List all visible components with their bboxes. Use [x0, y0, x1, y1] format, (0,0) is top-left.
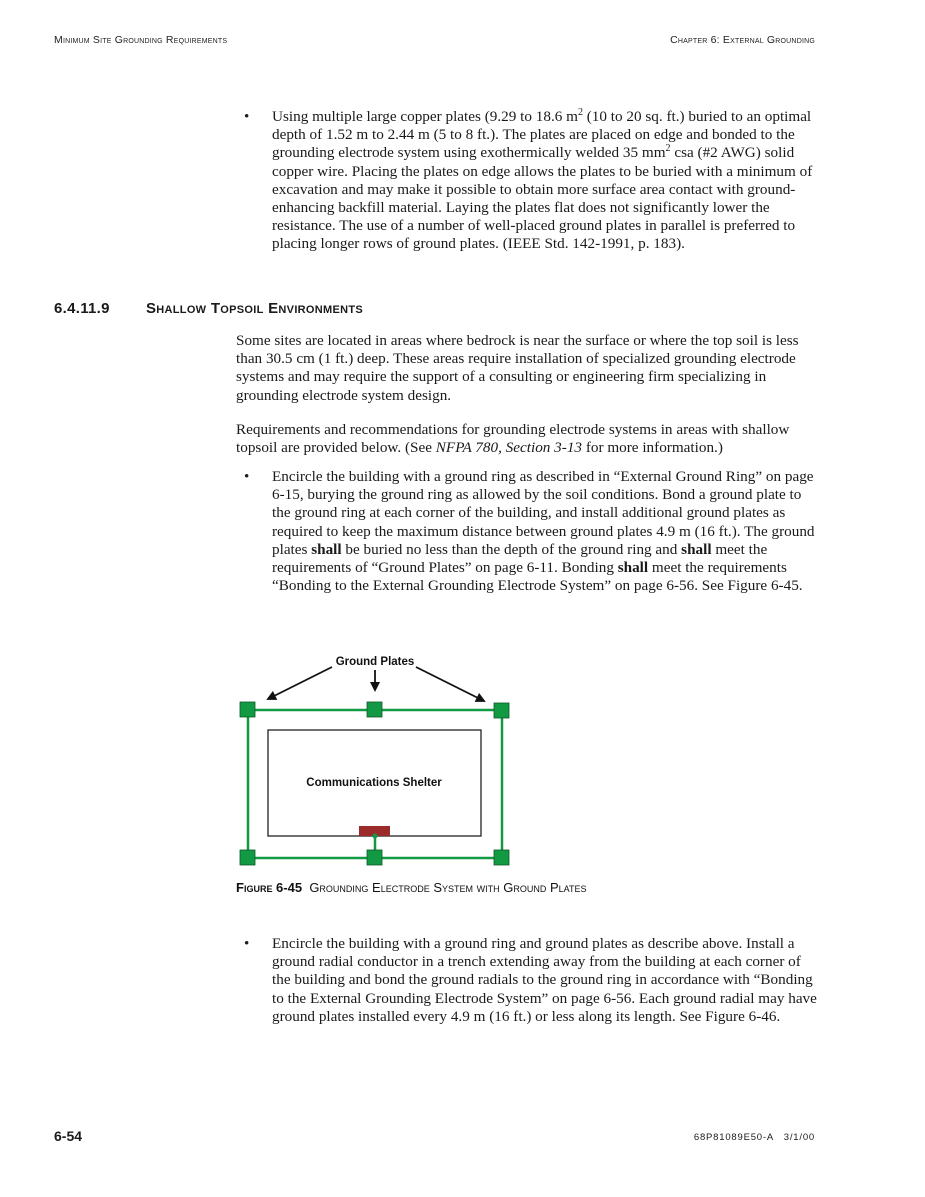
caption-label: Figure 6-45: [236, 880, 303, 895]
bullet2-shall-2: shall: [681, 540, 712, 558]
bullet-text-copper-plates: [272, 108, 817, 254]
bullet2-part-b: be buried no less than the depth of the ground ring and: [341, 540, 682, 558]
bullet2-part-c: meet the requirements of “Ground Plates” on page 6-11. Bonding: [272, 540, 768, 577]
arrow-right: [416, 667, 484, 701]
section-heading: [54, 300, 363, 317]
caption-text: Grounding Electrode System with Ground Plates: [309, 880, 587, 895]
running-header-right: [670, 34, 815, 46]
bullet2-shall-1: shall: [311, 540, 342, 558]
bond-point: [373, 834, 378, 839]
nfpa-reference: NFPA 780, Section 3-13: [435, 439, 583, 457]
para2-part-a: Requirements and recommendations for grounding electrode systems in areas with shallow topsoil are provided below. (See: [236, 421, 790, 457]
header-right-text: Chapter 6: External Grounding: [670, 34, 815, 46]
bullet-symbol-1: •: [244, 108, 250, 125]
page-number: 6-54: [54, 1128, 83, 1144]
arrow-left: [268, 667, 332, 699]
running-header-left: [54, 34, 227, 46]
bullet-text-ground-ring: [272, 468, 817, 595]
bullet-symbol-2: •: [244, 468, 250, 485]
bullet1-sup-b: 2: [665, 143, 671, 155]
para2-part-b: for more information.): [582, 439, 723, 457]
bullet1-sup-a: 2: [577, 106, 583, 118]
header-left-text: Minimum Site Grounding Requirements: [54, 34, 228, 46]
section-title: Shallow Topsoil Environments: [146, 300, 364, 317]
ground-plate-bottom-right: [494, 850, 509, 865]
bullet1-part-a: Using multiple large copper plates (9.29 to 18.6 m: [272, 108, 578, 125]
bullet-symbol-3: •: [244, 935, 250, 952]
bullet-text-ground-radials: Encircle the building with a ground ring and ground plates as describe above. Install a ground radial conductor in a trench extending away from the building at each corner of the building and bond the ground radials to the ground ring in accordance with “Bonding to the External Grounding Electrode System” on page 6-56. Each ground radial may have ground plates installed every 4.9 m (16 ft.) or less along its length. See Figure 6-46.: [272, 935, 817, 1025]
figure-caption: [236, 880, 586, 895]
ground-plate-top-center: [367, 702, 382, 717]
bullet2-shall-3: shall: [617, 559, 649, 577]
ground-plates-label: Ground Plates: [335, 656, 415, 668]
bullet2-part-a: Encircle the building with a ground ring as described in “External Ground Ring” on page 6-15, burying the ground ring as allowed by the soil conditions. Bond a ground plate to the ground ring at each corner of the building, and install additional ground plates as required to keep the maximum distance between ground plates 4.9 m (16 ft.). The ground plates: [272, 468, 815, 558]
ground-plate-bottom-center: [367, 850, 382, 865]
section-number: 6.4.11.9: [54, 300, 110, 317]
ground-plate-top-left: [240, 702, 255, 717]
bullet2-part-d: meet the requirements “Bonding to the External Grounding Electrode System” on page 6-56. See Figure 6-45.: [272, 559, 803, 595]
paragraph-requirements: [236, 421, 816, 457]
figure-grounding-diagram: [0, 640, 925, 880]
paragraph-shallow-topsoil-intro: Some sites are located in areas where bedrock is near the surface or where the top soil is less than 30.5 cm (1 ft.) deep. These areas require installation of specialized grounding electrode systems and may require the support of a consulting or engineering firm specializing in grounding electrode system design.: [236, 332, 799, 404]
document-id: 68P81089E50-A 3/1/00: [693, 1132, 815, 1143]
ground-plate-top-right: [494, 703, 509, 718]
bullet1-part-b: (10 to 20 sq. ft.) buried to an optimal depth of 1.52 m to 2.44 m (5 to 8 ft.). The plates are placed on edge and bonded to the grounding electrode system using exothermically welded 35 mm: [272, 108, 812, 162]
bullet1-part-c: csa (#2 AWG) solid copper wire. Placing the plates on edge allows the plates to be buried with a minimum of excavation and may make it possible to obtain more surface area contact with ground-enhancing backfill material. Laying the plates flat does not significantly lower the resistance. The use of a number of well-placed ground plates in parallel is preferred to placing longer rows of ground plates. (IEEE Std. 142-1991, p. 183).: [272, 144, 813, 253]
shelter-label: Communications Shelter: [306, 777, 442, 789]
ground-plate-bottom-left: [240, 850, 255, 865]
